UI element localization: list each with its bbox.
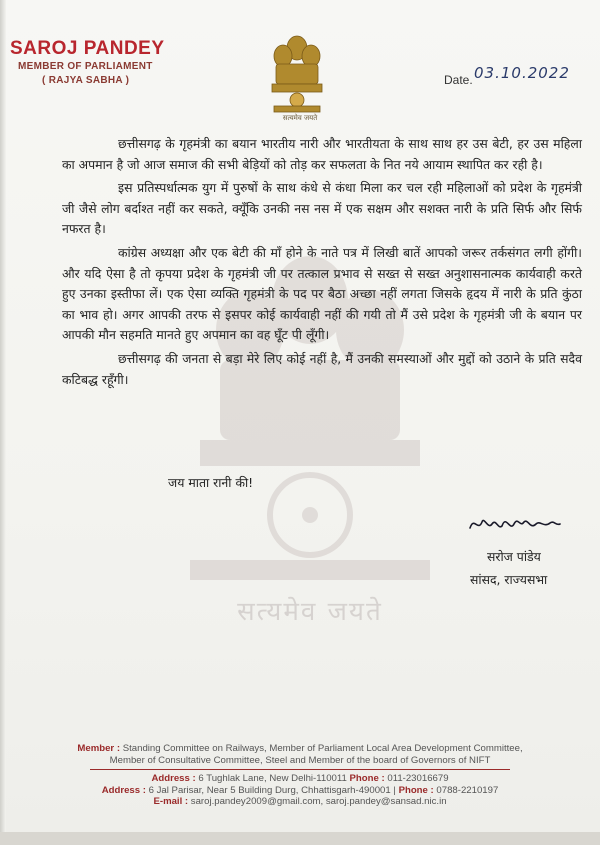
signer-name: सरोज पांडेय xyxy=(487,549,541,564)
page-edge xyxy=(0,0,6,845)
handwritten-signature xyxy=(466,508,562,538)
emblem-motto: सत्यमेव जयते xyxy=(282,114,318,122)
page-bottom-edge xyxy=(0,832,600,845)
member-line-1: Standing Committee on Railways, Member of Parliament Local Area Development Committee, xyxy=(122,743,523,754)
body-paragraph: छत्तीसगढ़ की जनता से बड़ा मेरे लिए कोई नहीं है, मैं उनकी समस्याओं और मुद्दों को उठाने के प्रति सदैव कटिबद्ध रहूँगी। xyxy=(62,350,582,387)
address-line-2: Address : 6 Jal Parisar, Near 5 Building Durg, Chhattisgarh-490001 | Phone : 0788-2210197 xyxy=(101,784,499,796)
national-emblem-icon xyxy=(266,32,328,114)
body-paragraph: कांग्रेस अध्यक्षा और एक बेटी की माँ होने के नाते पत्र में लिखी बातें आपको जरूर तर्कसंगत लगी होंगी। और यदि ऐसा है तो कृपया प्रदेश के गृहमंत्री जी पर तत्काल प्रभाव से सख्त से सख्त अनुशासनात्मक कार्यवाही करते हुए उनका इस्तीफा लें। एक ऐसा व्यक्ति गृहमंत्री के पद पर बैठा अच्छा नहीं लगता जिसके हृदय में नारी के प्रति कुंठा का भाव हो। अगर आपकी तरफ से इसपर कोई कार्यवाही नहीं की गयी तो मैं उसे प्रदेश के गृहमंत्री जी के बयान पर आपकी मौन सहमति मानते हुए अपमान का वह घूँट पी लूँगी। xyxy=(62,244,582,343)
footer-divider xyxy=(90,769,510,770)
watermark-motto: सत्यमेव जयते xyxy=(237,597,383,627)
body-paragraph: इस प्रतिस्पर्धात्मक युग में पुरुषों के साथ कंधे से कंधा मिला कर चल रही महिलाओं को प्रदेश के गृहमंत्री जी जैसे लोग बर्दाश्त नहीं कर सकते, क्यूँकि उनकी नस नस में एक सक्षम और सशक्त नारी के प्रति सिर्फ और सिर्फ नफरत है। xyxy=(62,180,582,237)
member-line-2: Member of Consultative Committee, Steel and Member of the board of Governors of NIFT xyxy=(109,754,491,766)
sender-designation: MEMBER OF PARLIAMENT xyxy=(18,61,153,72)
closing-greeting: जय माता रानी की! xyxy=(168,475,254,490)
footer-address xyxy=(60,773,540,808)
footer-membership xyxy=(40,743,560,766)
signer-title: सांसद, राज्यसभा xyxy=(470,572,548,587)
date-value: 03.10.2022 xyxy=(474,64,570,82)
sender-house: ( RAJYA SABHA ) xyxy=(42,75,130,86)
letter-body xyxy=(62,134,582,390)
email-line: E-mail : saroj.pandey2009@gmail.com, saroj.pandey@sansad.nic.in xyxy=(153,796,447,807)
sender-name: SAROJ PANDEY xyxy=(10,38,165,59)
email-address: saroj.pandey2009@gmail.com, saroj.pandey@sansad.nic.in xyxy=(190,796,447,807)
member-label: Member : xyxy=(77,743,121,754)
body-paragraph: छत्तीसगढ़ के गृहमंत्री का बयान भारतीय नारी और भारतीयता के साथ साथ हर उस बेटी, हर उस महिला का अपमान है जो आज समाज की सभी बेड़ियों को तोड़ कर सफलता के नित नये आयाम स्थापित कर रही है। xyxy=(62,136,582,172)
date-label: Date. xyxy=(444,73,473,87)
address-line-1: Address : 6 Tughlak Lane, New Delhi-110011 Phone : 011-23016679 xyxy=(151,773,449,784)
